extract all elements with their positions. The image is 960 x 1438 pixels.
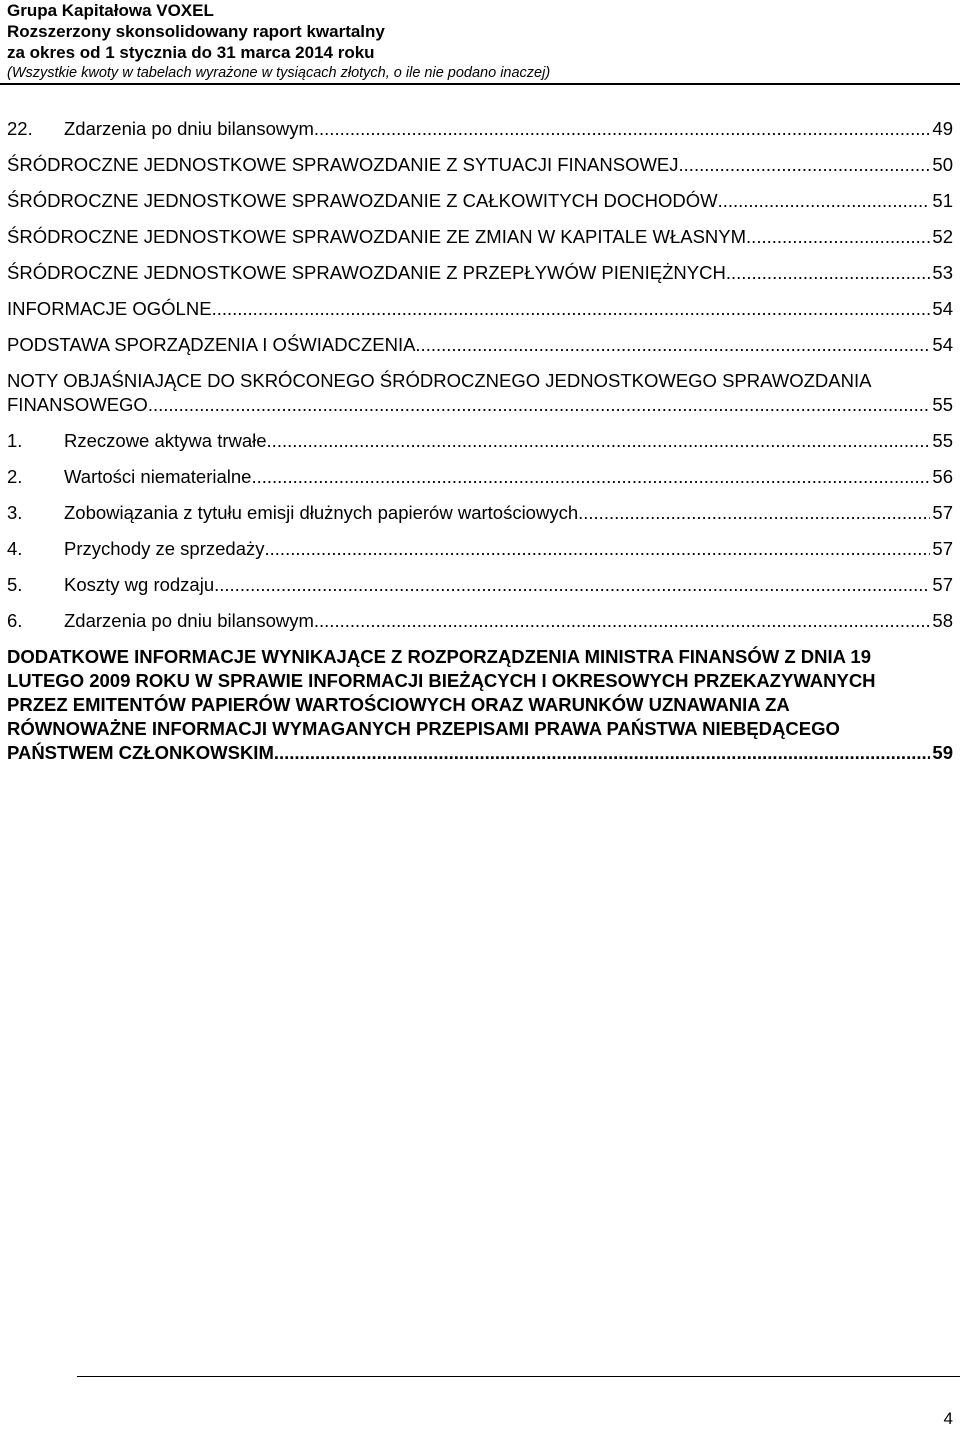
- toc-entry-page: 57: [932, 502, 953, 523]
- page-number: 4: [943, 1409, 953, 1428]
- toc-entry-title: INFORMACJE OGÓLNE: [7, 298, 212, 319]
- toc-entry[interactable]: [7, 609, 953, 633]
- toc-entry-title: Zdarzenia po dniu bilansowym: [64, 118, 314, 139]
- toc-entry-page: 54: [932, 334, 953, 355]
- toc-entry-title: ŚRÓDROCZNE JEDNOSTKOWE SPRAWOZDANIE ZE ZMIAN W KAPITALE WŁASNYM: [7, 226, 747, 247]
- toc-entry[interactable]: [7, 645, 953, 765]
- toc-entry-title: Koszty wg rodzaju: [64, 574, 215, 595]
- toc-entry-number: 6.: [7, 610, 23, 631]
- toc-entry[interactable]: [7, 261, 953, 285]
- toc-entry-page: 58: [932, 610, 953, 631]
- dot-leader: [265, 537, 931, 561]
- toc-entry-title: Przychody ze sprzedaży: [64, 538, 265, 559]
- dot-leader: [274, 741, 931, 765]
- toc-entry[interactable]: [7, 573, 953, 597]
- dot-leader: [267, 429, 931, 453]
- dot-leader: [415, 333, 930, 357]
- toc-entry-page: 50: [932, 154, 953, 175]
- toc-entry-title: Zobowiązania z tytułu emisji dłużnych papierów wartościowych: [64, 502, 579, 523]
- dot-leader: [251, 465, 930, 489]
- dot-leader: [578, 501, 930, 525]
- table-of-contents: [7, 117, 953, 777]
- footer-divider: [77, 1376, 960, 1377]
- toc-entry-title: Zdarzenia po dniu bilansowym: [64, 610, 314, 631]
- page-header: [7, 0, 953, 84]
- toc-entry-title-line: LUTEGO 2009 ROKU W SPRAWIE INFORMACJI BIEŻĄCYCH I OKRESOWYCH PRZEKAZYWANYCH: [7, 670, 876, 691]
- toc-entry-page: 55: [932, 430, 953, 451]
- company-name: Grupa Kapitałowa VOXEL: [7, 1, 214, 20]
- toc-entry-number: 3.: [7, 502, 23, 523]
- toc-entry-title-line: RÓWNOWAŻNE INFORMACJI WYMAGANYCH PRZEPISAMI PRAWA PAŃSTWA NIEBĘDĄCEGO: [7, 718, 840, 739]
- toc-entry[interactable]: [7, 333, 953, 357]
- toc-entry[interactable]: [7, 537, 953, 561]
- toc-entry-title: Rzeczowe aktywa trwałe: [64, 430, 267, 451]
- toc-entry-title: Wartości niematerialne: [64, 466, 252, 487]
- toc-entry-title: ŚRÓDROCZNE JEDNOSTKOWE SPRAWOZDANIE Z PRZEPŁYWÓW PIENIĘŻNYCH: [7, 262, 726, 283]
- toc-entry-title-line: PRZEZ EMITENTÓW PAPIERÓW WARTOŚCIOWYCH ORAZ WARUNKÓW UZNAWANIA ZA: [7, 694, 790, 715]
- toc-entry-title-line: PAŃSTWEM CZŁONKOWSKIM: [7, 742, 274, 763]
- report-title: Rozszerzony skonsolidowany raport kwartalny: [7, 22, 385, 41]
- toc-entry-title-line: NOTY OBJAŚNIAJĄCE DO SKRÓCONEGO ŚRÓDROCZNEGO JEDNOSTKOWEGO SPRAWOZDANIA: [7, 370, 872, 391]
- toc-entry-page: 56: [932, 466, 953, 487]
- toc-entry-number: 22.: [7, 118, 33, 139]
- toc-entry-page: 57: [932, 574, 953, 595]
- toc-entry-title-line: FINANSOWEGO: [7, 394, 148, 415]
- toc-entry-number: 1.: [7, 430, 23, 451]
- toc-entry-page: 55: [932, 394, 953, 415]
- toc-entry-number: 4.: [7, 538, 23, 559]
- dot-leader: [314, 117, 931, 141]
- dot-leader: [314, 609, 931, 633]
- toc-entry-page: 51: [932, 190, 953, 211]
- toc-entry-title: PODSTAWA SPORZĄDZENIA I OŚWIADCZENIA: [7, 334, 416, 355]
- toc-entry-number: 2.: [7, 466, 23, 487]
- dot-leader: [726, 261, 931, 285]
- toc-entry-page: 49: [932, 118, 953, 139]
- dot-leader: [718, 189, 931, 213]
- toc-entry-title: ŚRÓDROCZNE JEDNOSTKOWE SPRAWOZDANIE Z CAŁKOWITYCH DOCHODÓW: [7, 190, 718, 211]
- dot-leader: [148, 393, 931, 417]
- toc-entry-page: 53: [932, 262, 953, 283]
- toc-entry-title: ŚRÓDROCZNE JEDNOSTKOWE SPRAWOZDANIE Z SYTUACJI FINANSOWEJ: [7, 154, 679, 175]
- toc-entry-page: 52: [932, 226, 953, 247]
- dot-leader: [679, 153, 931, 177]
- report-period: za okres od 1 stycznia do 31 marca 2014 roku: [7, 43, 375, 62]
- toc-entry[interactable]: [7, 429, 953, 453]
- dot-leader: [212, 297, 931, 321]
- toc-entry[interactable]: [7, 369, 953, 417]
- amounts-note: (Wszystkie kwoty w tabelach wyrażone w tysiącach złotych, o ile nie podano inaczej): [7, 65, 551, 81]
- toc-entry[interactable]: [7, 465, 953, 489]
- toc-entry-page: 59: [932, 742, 953, 763]
- toc-entry-number: 5.: [7, 574, 23, 595]
- toc-entry[interactable]: [7, 117, 953, 141]
- toc-entry[interactable]: [7, 153, 953, 177]
- toc-entry-title-line: DODATKOWE INFORMACJE WYNIKAJĄCE Z ROZPORZĄDZENIA MINISTRA FINANSÓW Z DNIA 19: [7, 646, 872, 667]
- header-divider: [0, 83, 960, 85]
- toc-entry[interactable]: [7, 225, 953, 249]
- toc-entry[interactable]: [7, 501, 953, 525]
- toc-entry-page: 57: [932, 538, 953, 559]
- toc-entry[interactable]: [7, 189, 953, 213]
- dot-leader: [746, 225, 930, 249]
- toc-entry[interactable]: [7, 297, 953, 321]
- dot-leader: [214, 573, 930, 597]
- toc-entry-page: 54: [932, 298, 953, 319]
